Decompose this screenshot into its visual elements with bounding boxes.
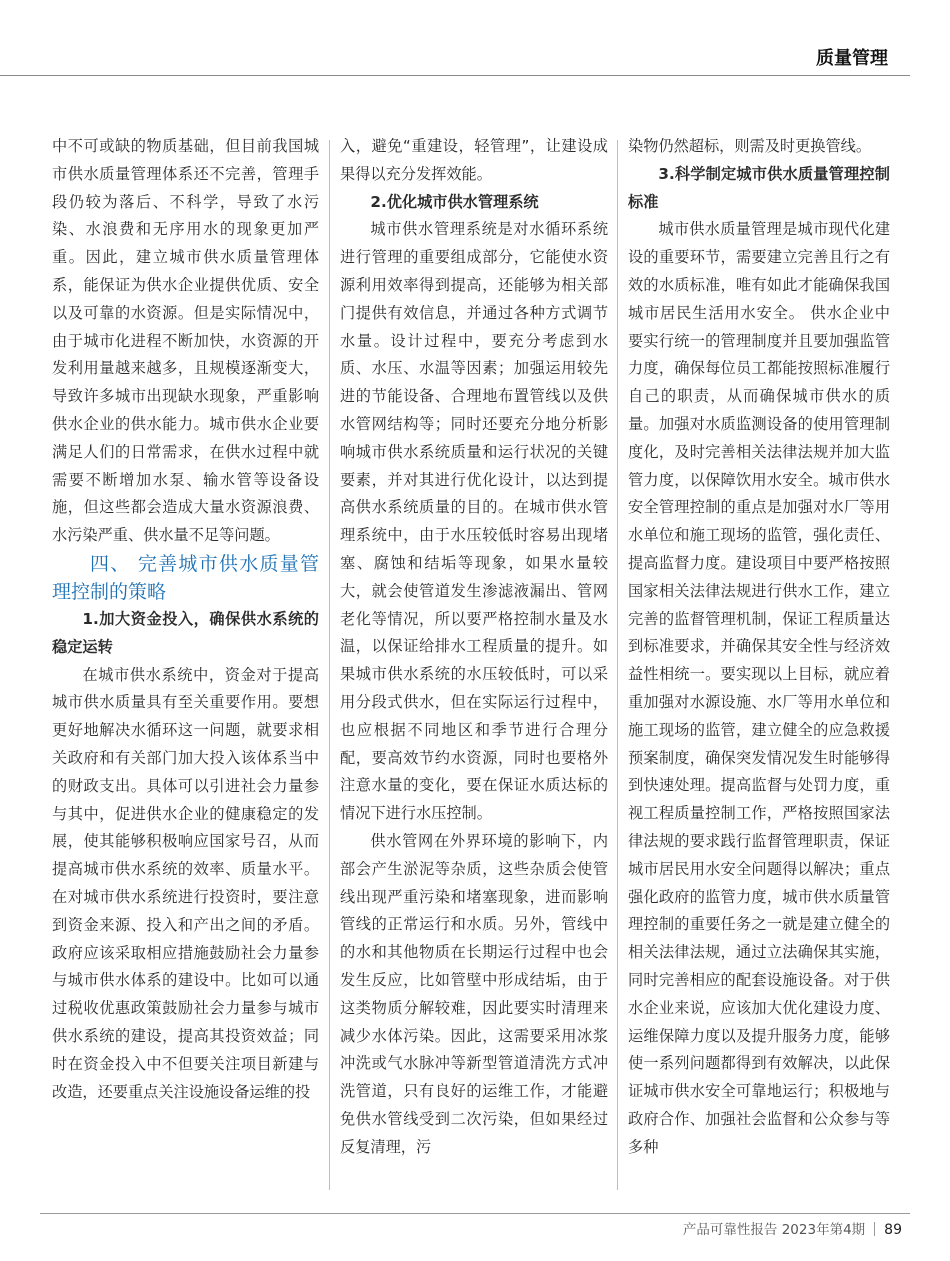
paragraph: 染物仍然超标，则需及时更换管线。 xyxy=(628,137,871,155)
journal-name: 产品可靠性报告 2023年第4期 xyxy=(682,1222,866,1238)
page-number: 89 xyxy=(884,1222,902,1238)
footer xyxy=(683,1218,902,1238)
section-heading: 四、 完善城市供水质量管理控制的策略 xyxy=(52,552,319,603)
header-rule xyxy=(0,75,910,76)
column-3 xyxy=(628,133,890,1161)
paragraph: 入，避免“重建设，轻管理”，让建设成果得以充分发挥效能。 xyxy=(340,137,608,183)
section-title: 质量管理 xyxy=(816,48,888,69)
paragraph: 供水管网在外界环境的影响下，内部会产生淤泥等杂质，这些杂质会使管线出现严重污染和堵塞现象，进而影响管线的正常运行和水质。另外，管线中的水和其他物质在长期运行过程中也会发生反应，比如管壁中形成结垢，由于这类物质分解较难，因此要实时清理来减少水体污染。因此，这需要采用冰浆冲洗或气水脉冲等新型管道清洗方式冲洗管道，只有良好的运维工作，才能避免供水管线受到二次污染，但如果经过反复清理，污 xyxy=(340,831,608,1156)
footer-separator xyxy=(874,1222,875,1236)
paragraph: 中不可或缺的物质基础，但目前我国城市供水质量管理体系还不完善，管理手段仍较为落后、不科学，导致了水污染、水浪费和无序用水的现象更加严重。因此，建立城市供水质量管理体系，能保证为供水企业提供优质、安全以及可靠的水资源。但是实际情况中，由于城市化进程不断加快，水资源的开发利用量越来越多，且规模逐渐变大，导致许多城市出现缺水现象，严重影响供水企业的供水能力。城市供水企业要满足人们的日常需求，在供水过程中就需要不断增加水泵、输水管等设备设施，但这些都会造成大量水资源浪费、水污染严重、供水量不足等问题。 xyxy=(52,137,319,545)
column-1 xyxy=(52,133,319,1106)
subsection-heading: 3.科学制定城市供水质量管理控制标准 xyxy=(628,164,890,211)
paragraph: 城市供水质量管理是城市现代化建设的重要环节，需要建立完善且行之有效的水质标准，唯有如此才能确保我国城市居民生活用水安全。 供水企业中要实行统一的管理制度并且要加强监管力度，确保每位员工都能按照标准履行自己的职责，从而确保城市供水的质量。加强对水质监测设备的使用管理制度化，及时完善相关法律法规并加大监管力度，以保障饮用水安全。城市供水安全管理控制的重点是加强对水厂等用水单位和施工现场的监管，强化责任、提高监督力度。建设项目中要严格按照国家相关法律法规进行供水工作，建立完善的监督管理机制，保证工程质量达到标准要求，并确保其安全性与经济效益性相统一。要实现以上目标，就应着重加强对水源设施、水厂等用水单位和施工现场的监管，建立健全的应急救援预案制度，确保突发情况发生时能够得到快速处理。提高监督与处罚力度，重视工程质量控制工作，严格按照国家法律法规的要求践行监督管理职责，保证城市居民用水安全问题得以解决；重点强化政府的监管力度，城市供水质量管理控制的重要任务之一就是建立健全的相关法律法规，通过立法确保其实施，同时完善相应的配套设施设备。对于供水企业来说，应该加大优化建设力度、运维保障力度以及提升服务力度，能够使一系列问题都得到有效解决，以此保证城市供水安全可靠地运行；积极地与政府合作、加强社会监督和公众参与等多种 xyxy=(628,220,890,1156)
footer-rule xyxy=(40,1213,910,1214)
column-divider xyxy=(617,140,618,1190)
subsection-heading: 2.优化城市供水管理系统 xyxy=(370,192,539,211)
subsection-heading: 1.加大资金投入，确保供水系统的稳定运转 xyxy=(52,609,319,656)
paragraph: 城市供水管理系统是对水循环系统进行管理的重要组成部分，它能使水资源利用效率得到提高，还能够为相关部门提供有效信息，并通过各种方式调节水量。设计过程中，要充分考虑到水质、水压、水温等因素；加强运用较先进的节能设备、合理地布置管线以及供水管网结构等；同时还要充分地分析影响城市供水系统质量和运行状况的关键要素，并对其进行优化设计，以达到提高供水系统质量的目的。在城市供水管理系统中，由于水压较低时容易出现堵塞、腐蚀和结垢等现象，如果水量较大，就会使管道发生渗滤液漏出、管网老化等情况，所以要严格控制水量及水温，以保证给排水工程质量的提升。如果城市供水系统的水压较低时，可以采用分段式供水，但在实际运行过程中，也应根据不同地区和季节进行合理分配，要高效节约水资源，同时也要格外注意水量的变化，要在保证水质达标的情况下进行水压控制。 xyxy=(340,220,608,823)
paragraph: 在城市供水系统中，资金对于提高城市供水质量具有至关重要作用。要想更好地解决水循环这一问题，就要求相关政府和有关部门加大投入该体系当中的财政支出。具体可以引进社会力量参与其中，促进供水企业的健康稳定的发展，使其能够积极响应国家号召，从而提高城市供水系统的效率、质量水平。在对城市供水系统进行投资时，要注意到资金来源、投入和产出之间的矛盾。政府应该采取相应措施鼓励社会力量参与城市供水体系的建设中。比如可以通过税收优惠政策鼓励社会力量参与城市供水系统的建设，提高其投资效益；同时在资金投入中不但要关注项目新建与改造，还要重点关注设施设备运维的投 xyxy=(52,665,319,1101)
column-2 xyxy=(340,133,608,1161)
column-divider xyxy=(329,140,330,1190)
